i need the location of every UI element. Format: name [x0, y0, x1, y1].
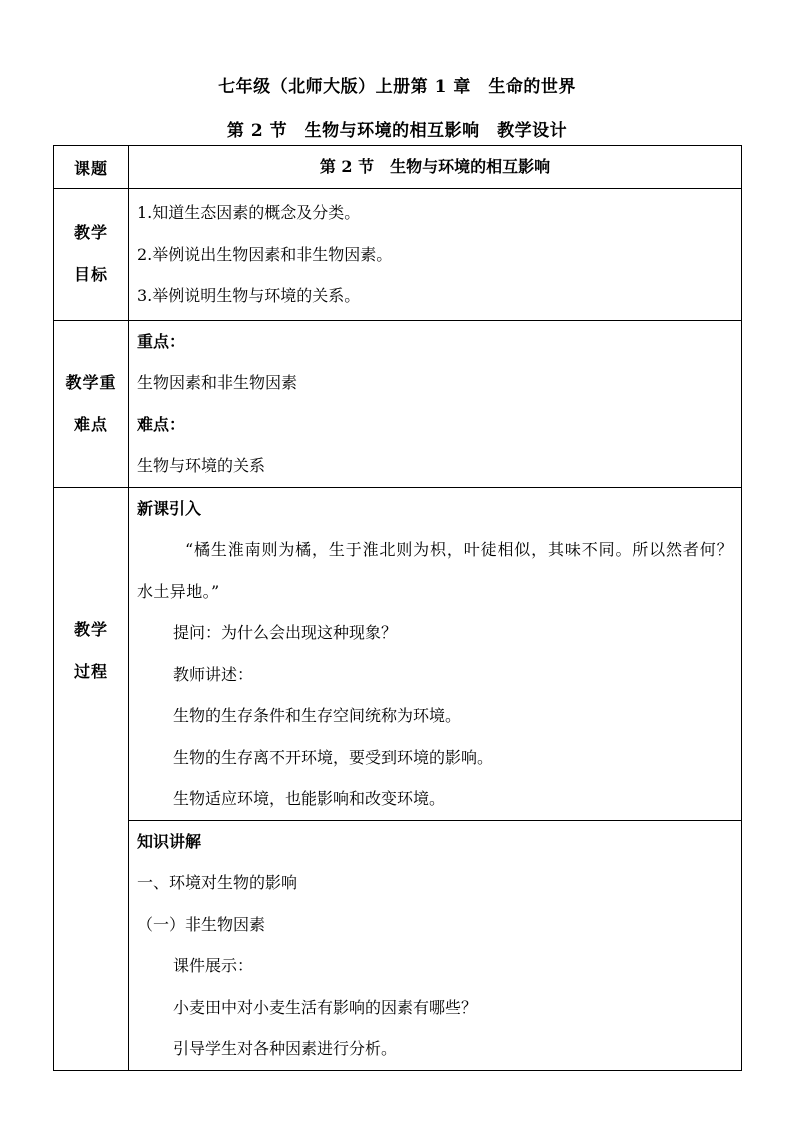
- objective-item: 1.知道生态因素的概念及分类。: [137, 203, 361, 222]
- intro-heading: 新课引入: [137, 498, 202, 518]
- objectives-row: [54, 189, 742, 321]
- difficult-text: 生物与环境的关系: [137, 456, 266, 475]
- document-subtitle: 第 2 节 生物与环境的相互影响 教学设计: [226, 121, 568, 141]
- topic-label: 课题: [54, 146, 129, 189]
- knowledge-heading: 知识讲解: [137, 831, 202, 851]
- courseware-label: 课件展示：: [173, 956, 254, 975]
- key-points-label: 教学重 难点: [54, 320, 129, 487]
- key-points-content: [129, 320, 742, 487]
- knowledge-guide: 引导学生对各种因素进行分析。: [173, 1039, 398, 1058]
- subsection-heading: （一）非生物因素: [137, 914, 266, 934]
- process-intro-row: [54, 487, 742, 820]
- objective-item: 2.举例说出生物因素和非生物因素。: [137, 244, 393, 264]
- intro-point: 生物适应环境，也能影响和改变环境。: [173, 789, 446, 808]
- intro-content: [129, 487, 742, 820]
- knowledge-question: 小麦田中对小麦生活有影响的因素有哪些？: [173, 997, 478, 1017]
- key-text: 生物因素和非生物因素: [137, 373, 298, 392]
- process-label: 教学 过程: [54, 487, 129, 1070]
- topic-row: [54, 146, 742, 189]
- difficult-heading: 难点：: [137, 414, 186, 434]
- intro-point: 生物的生存离不开环境，要受到环境的影响。: [173, 747, 494, 767]
- intro-quote: “橘生淮南则为橘，生于淮北则为枳，叶徒相似，其味不同。所以然者何？水土异地。”: [137, 540, 733, 601]
- key-points-row: [54, 320, 742, 487]
- knowledge-content: [129, 820, 742, 1070]
- key-heading: 重点：: [137, 331, 186, 351]
- topic-value: 第 2 节 生物与环境的相互影响: [129, 146, 742, 189]
- lesson-plan-table: [53, 145, 742, 1071]
- objective-item: 3.举例说明生物与环境的关系。: [137, 286, 361, 305]
- objectives-label: 教学 目标: [54, 189, 129, 321]
- section-heading: 一、环境对生物的影响: [137, 873, 298, 892]
- intro-point: 生物的生存条件和生存空间统称为环境。: [173, 706, 462, 725]
- objectives-content: [129, 189, 742, 321]
- intro-question: 提问：为什么会出现这种现象？: [173, 623, 398, 642]
- teacher-label: 教师讲述：: [173, 664, 254, 684]
- process-knowledge-row: [54, 820, 742, 1070]
- document-title: 七年级（北师大版）上册第 1 章 生命的世界: [218, 77, 576, 97]
